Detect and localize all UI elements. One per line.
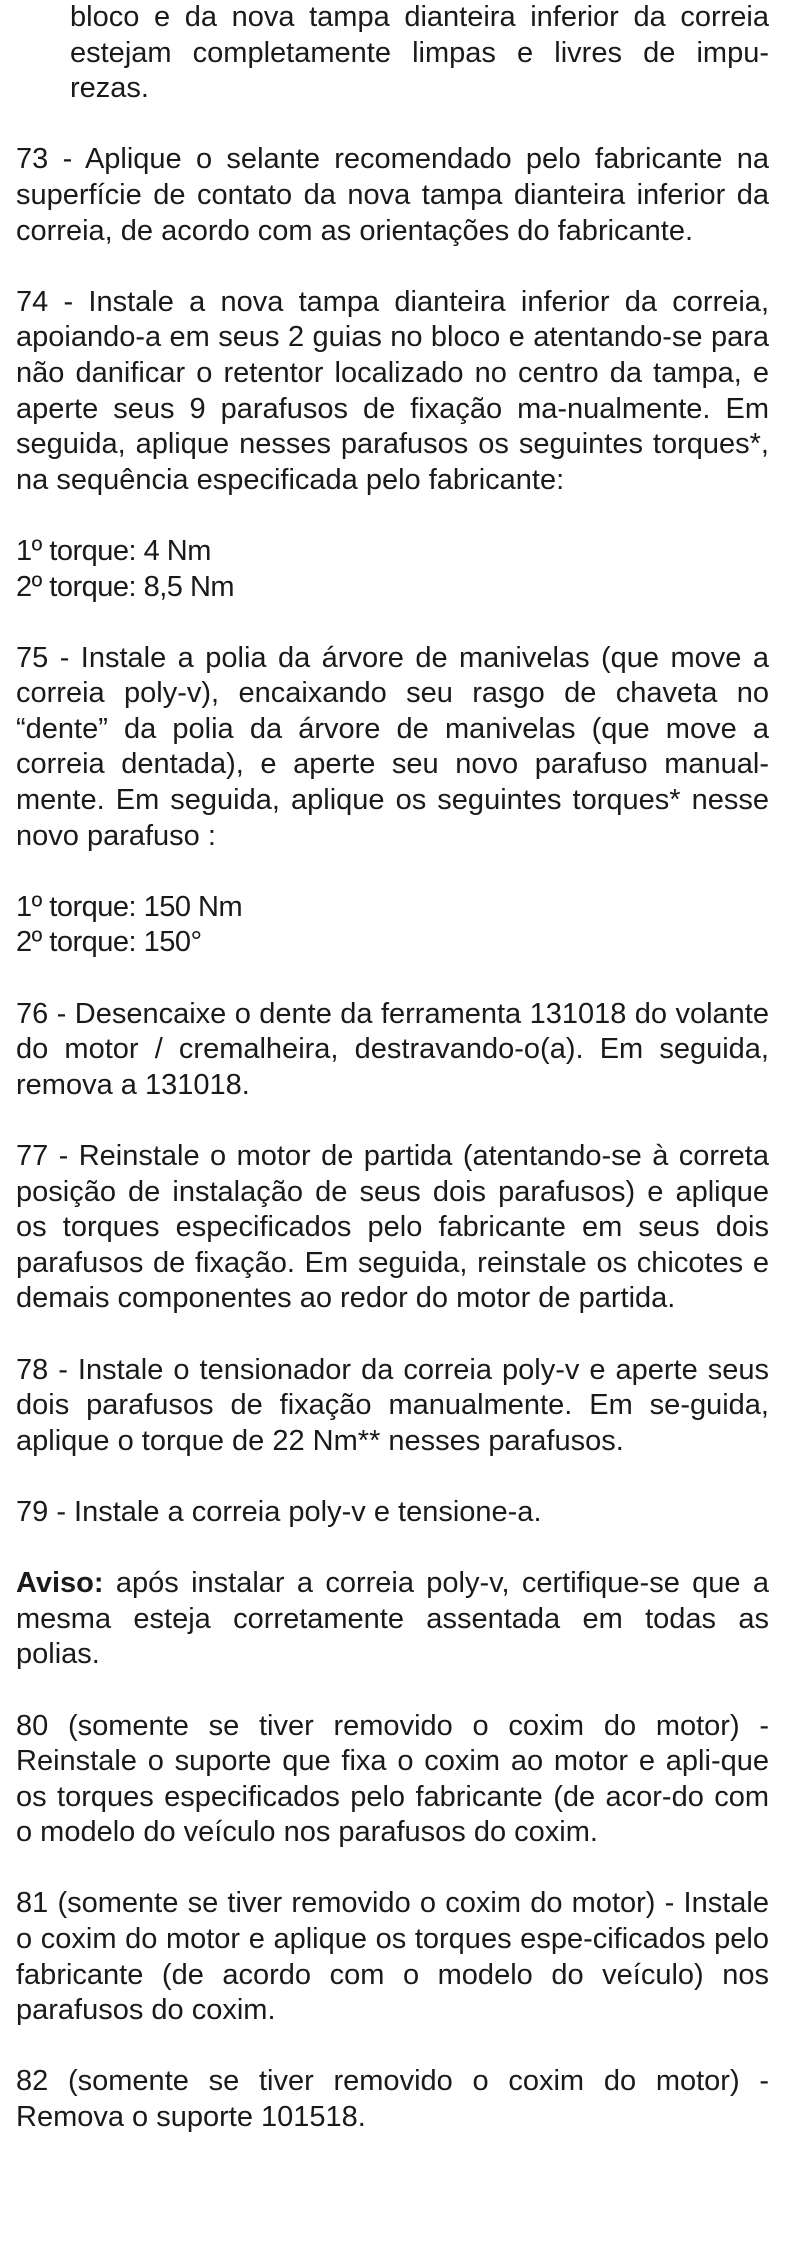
warning-note: [16, 1566, 769, 1673]
torque-line: 2º torque: 150°: [16, 926, 202, 959]
torque-line: 1º torque: 4 Nm: [16, 534, 211, 567]
warning-label: Aviso:: [16, 1567, 104, 1600]
step-81: 81 (somente se tiver removido o coxim do motor) - Instale o coxim do motor e aplique os torques espe-cificados pelo fabricante (de acordo com o modelo do veículo) nos parafusos do coxim.: [16, 1887, 769, 2027]
document-page: [16, 0, 769, 2171]
step-78: 78 - Instale o tensionador da correia poly-v e aperte seus dois parafusos de fixação manualmente. Em se-guida, aplique o torque de 22 Nm** nesses parafusos.: [16, 1353, 769, 1457]
step-76: 76 - Desencaixe o dente da ferramenta 131018 do volante do motor / cremalheira, destravando-o(a). Em seguida, remova a 131018.: [16, 997, 769, 1101]
step-75-torque-list: [16, 890, 769, 961]
step-73: 73 - Aplique o selante recomendado pelo fabricante na superfície de contato da nova tampa dianteira inferior da correia, de acordo com as orientações do fabricante.: [16, 143, 769, 247]
paragraph-continuation: bloco e da nova tampa dianteira inferior da correia estejam completamente limpas e livres de impu-rezas.: [70, 1, 769, 105]
warning-text: após instalar a correia poly-v, certifique-se que a mesma esteja corretamente assentada em todas as polias.: [16, 1567, 769, 1671]
step-75: 75 - Instale a polia da árvore de manivelas (que move a correia poly-v), encaixando seu rasgo de chaveta no “dente” da polia da árvore de manivelas (que move a correia dentada), e aperte seu novo parafuso manual-mente. Em seguida, aplique os seguintes torques* nesse novo parafuso :: [16, 641, 769, 852]
torque-line: 1º torque: 150 Nm: [16, 890, 243, 923]
step-74-torque-list: [16, 534, 769, 605]
step-82: 82 (somente se tiver removido o coxim do motor) - Remova o suporte 101518.: [16, 2065, 769, 2134]
torque-line: 2º torque: 8,5 Nm: [16, 570, 235, 603]
step-79: 79 - Instale a correia poly-v e tensione-a.: [16, 1495, 542, 1528]
step-80: 80 (somente se tiver removido o coxim do motor) - Reinstale o suporte que fixa o coxim ao motor e apli-que os torques especificados pelo fabricante (de acor-do com o modelo do veículo nos parafusos do coxim.: [16, 1709, 769, 1849]
step-74: 74 - Instale a nova tampa dianteira inferior da correia, apoiando-a em seus 2 guias no bloco e atentando-se para não danificar o retentor localizado no centro da tampa, e aperte seus 9 parafusos de fixação ma-nualmente. Em seguida, aplique nesses parafusos os seguintes torques*, na sequência especificada pelo fabricante:: [16, 285, 769, 496]
step-77: 77 - Reinstale o motor de partida (atentando-se à correta posição de instalação de seus dois parafusos) e aplique os torques especificados pelo fabricante em seus dois parafusos de fixação. Em seguida, reinstale os chicotes e demais componentes ao redor do motor de partida.: [16, 1140, 769, 1315]
